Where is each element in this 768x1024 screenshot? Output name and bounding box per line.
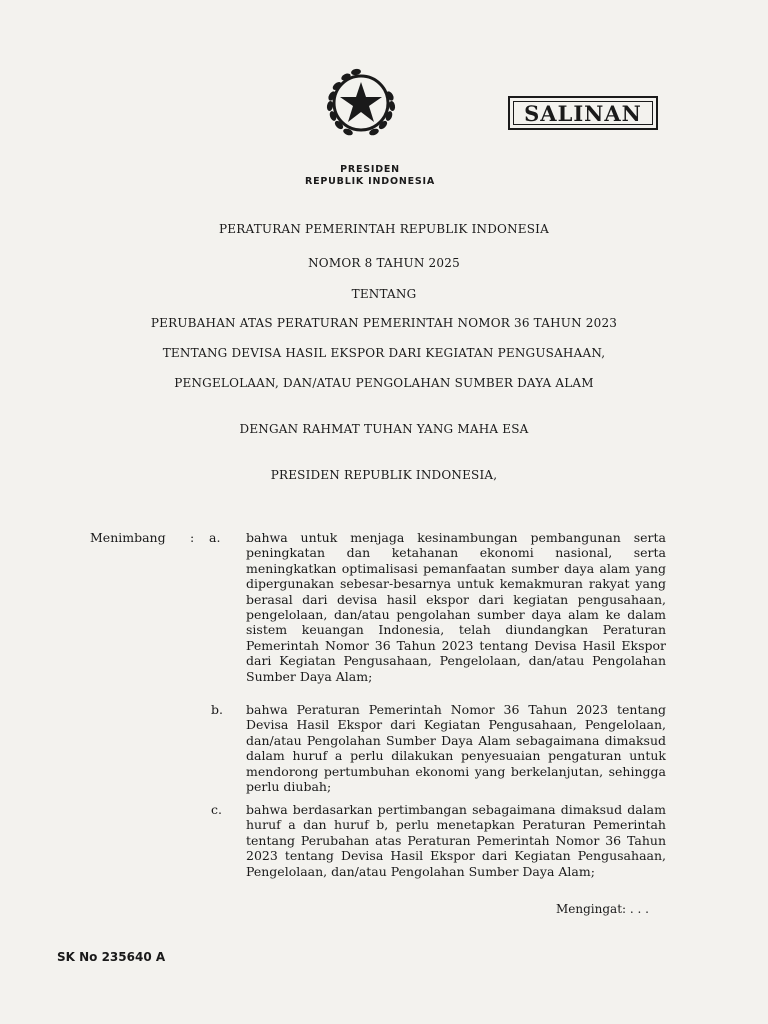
regulation-number: NOMOR 8 TAHUN 2025 [308,256,460,270]
sk-number: SK No 235640 A [57,950,166,964]
letterhead-presiden: PRESIDEN [340,164,400,175]
salinan-text: SALINAN [524,101,642,126]
item-c-letter: c. [211,802,222,817]
item-b-letter: b. [211,702,223,717]
item-a-text: bahwa untuk menjaga kesinambungan pembangunan serta peningkatan dan ketahanan ekonomi nasional, serta meningkatkan optimalisasi pemanfaatan sumber daya alam yang dipergunakan sebesar-besarnya untuk kemakmuran rakyat yang berasal dari devisa hasil ekspor dari kegiatan pengusahaan, pengelolaan, dan/atau pengolahan sumber daya alam ke dalam sistem keuangan Indonesia, telah diundangkan Peraturan Pemerintah Nomor 36 Tahun 2023 tentang Devisa Hasil Ekspor dari Kegiatan Pengusahaan, Pengelolaan, dan/atau Pengolahan Sumber Daya Alam; [246,530,666,684]
item-c-text: bahwa berdasarkan pertimbangan sebagaimana dimaksud dalam huruf a dan huruf b, perlu menetapkan Peraturan Pemerintah tentang Perubahan atas Peraturan Pemerintah Nomor 36 Tahun 2023 tentang Devisa Hasil Ekspor dari Kegiatan Pengusahaan, Pengelolaan, dan/atau Pengolahan Sumber Daya Alam; [246,802,666,879]
president-line: PRESIDEN REPUBLIK INDONESIA, [270,468,498,482]
considering-label: Menimbang [90,530,166,545]
letterhead-republik: REPUBLIK INDONESIA [305,176,435,187]
regulation-about: TENTANG [351,287,417,301]
item-a-letter: a. [209,530,221,545]
regulation-subject-line3: PENGELOLAAN, DAN/ATAU PENGOLAHAN SUMBER DAYA ALAM [174,376,594,390]
regulation-subject-line2: TENTANG DEVISA HASIL EKSPOR DARI KEGIATAN PENGUSAHAAN, [162,346,606,360]
regulation-subject-line1: PERUBAHAN ATAS PERATURAN PEMERINTAH NOMOR 36 TAHUN 2023 [150,316,618,330]
blessing-line: DENGAN RAHMAT TUHAN YANG MAHA ESA [239,422,529,436]
item-b-text: bahwa Peraturan Pemerintah Nomor 36 Tahun 2023 tentang Devisa Hasil Ekspor dari Kegiatan Pengusahaan, Pengelolaan, dan/atau Pengolahan Sumber Daya Alam sebagaimana dimaksud dalam huruf a perlu dilakukan penyesuaian pengaturan untuk mendorong pertumbuhan ekonomi yang berkelanjutan, sehingga perlu diubah; [246,702,666,795]
regulation-title: PERATURAN PEMERINTAH REPUBLIK INDONESIA [219,222,549,236]
considering-colon: : [190,530,195,545]
next-page-catchword: Mengingat: . . . [556,902,649,916]
garuda-emblem-icon [318,60,404,146]
salinan-stamp [508,96,658,130]
